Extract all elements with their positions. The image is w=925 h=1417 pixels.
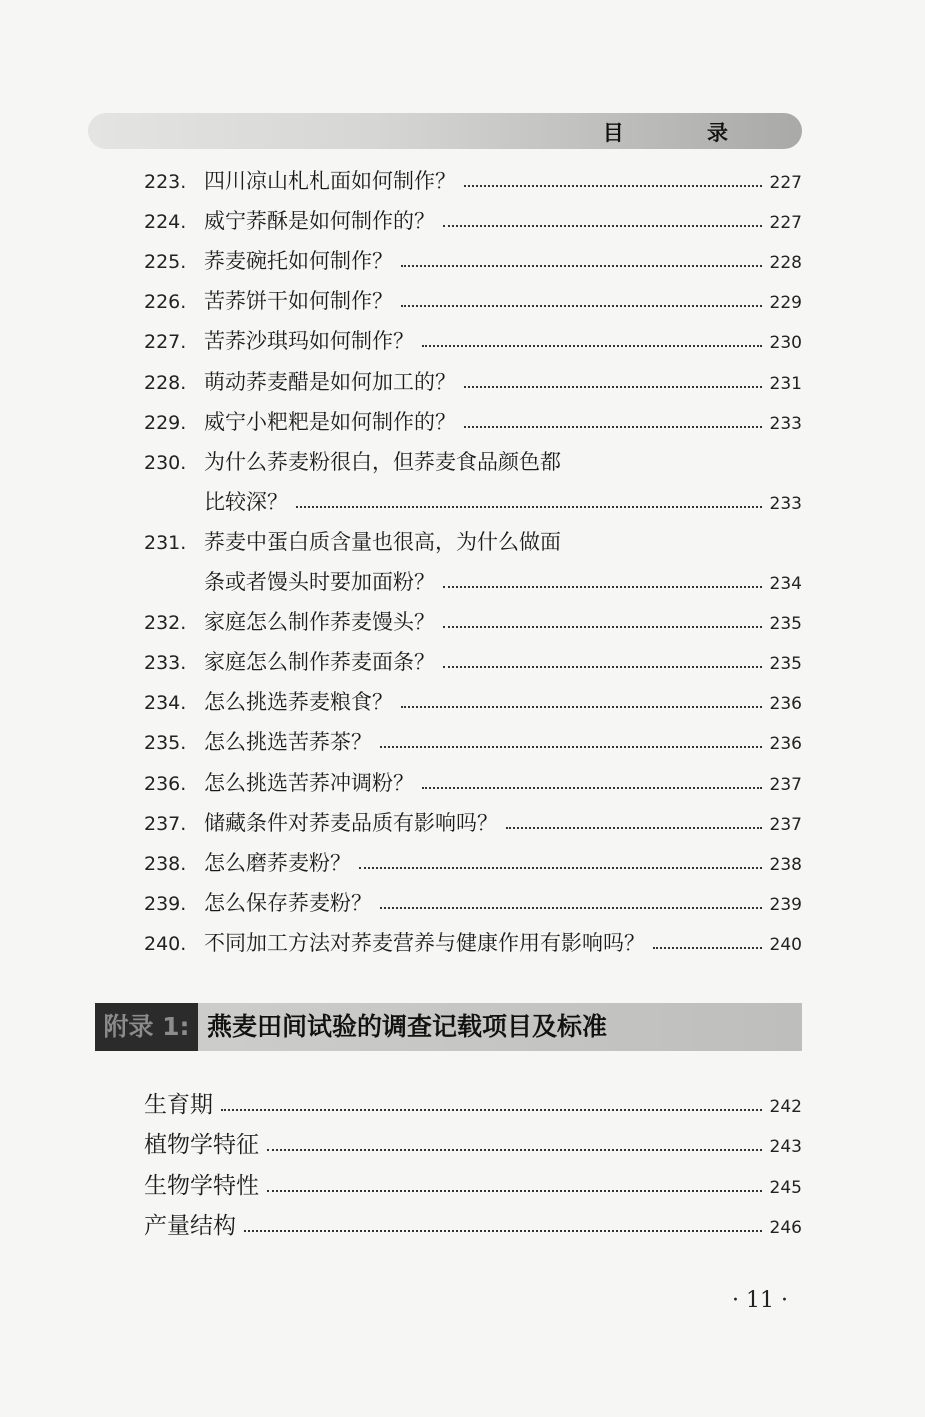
toc-entry xyxy=(144,768,802,798)
header-bar xyxy=(88,113,802,149)
entry-title: 四川凉山札札面如何制作？ xyxy=(204,169,456,193)
entry-number: 237. xyxy=(144,812,187,835)
entry-title: 威宁小粑粑是如何制作的？ xyxy=(204,409,456,434)
dot-leader xyxy=(401,702,762,708)
toc-entry xyxy=(144,407,802,437)
entry-number: 225. xyxy=(144,251,187,274)
toc-entry xyxy=(144,687,802,717)
entry-title: 萌动荞麦醋是如何加工的？ xyxy=(204,369,456,394)
entry-number: 233. xyxy=(144,652,187,675)
entry-number: 224. xyxy=(144,211,187,234)
appendix-heading xyxy=(95,1003,802,1051)
entry-title: 产量结构 xyxy=(144,1212,236,1239)
entry-page: 243 xyxy=(769,1137,802,1158)
entry-title: 生物学特性 xyxy=(144,1172,259,1199)
entry-number: 235. xyxy=(144,732,187,755)
appendix-entry xyxy=(144,1171,802,1201)
entry-page: 233 xyxy=(769,493,802,514)
dot-leader xyxy=(380,742,762,748)
entry-number: 228. xyxy=(144,371,187,394)
entry-title: 荞麦碗托如何制作？ xyxy=(204,249,393,274)
toc-entry xyxy=(144,727,802,757)
toc-entry-continued xyxy=(204,567,802,597)
entry-title: 家庭怎么制作荞麦馒头？ xyxy=(204,610,435,635)
entry-page: 242 xyxy=(769,1097,802,1117)
toc-entry xyxy=(144,447,802,477)
entry-number: 229. xyxy=(144,411,187,434)
dot-leader xyxy=(422,783,762,789)
dot-leader xyxy=(267,1145,762,1151)
entry-page: 233 xyxy=(769,413,802,434)
toc-entry xyxy=(144,367,802,397)
appendix-tag: 附录 1: xyxy=(95,1003,198,1051)
entry-title: 不同加工方法对荞麦营养与健康作用有影响吗？ xyxy=(204,930,645,955)
entry-page: 239 xyxy=(769,894,802,915)
entry-title: 植物学特征 xyxy=(144,1132,259,1159)
dot-leader xyxy=(296,502,762,508)
dot-leader xyxy=(244,1226,762,1232)
entry-title: 怎么挑选荞麦粮食？ xyxy=(204,690,393,715)
entry-page: 238 xyxy=(769,854,802,875)
dot-leader xyxy=(464,181,762,187)
entry-number: 227. xyxy=(144,331,187,354)
dot-leader xyxy=(221,1105,762,1111)
dot-leader xyxy=(422,341,762,347)
entry-page: 246 xyxy=(769,1217,802,1238)
dot-leader xyxy=(401,301,762,307)
toc-entry xyxy=(144,206,802,236)
toc-entry xyxy=(144,928,802,958)
dot-leader xyxy=(359,863,762,869)
entry-title: 为什么荞麦粉很白，但荞麦食品颜色都 xyxy=(204,449,561,474)
entry-page: 229 xyxy=(769,293,802,314)
dot-leader xyxy=(464,422,762,428)
entry-number: 223. xyxy=(144,171,187,193)
entry-page: 236 xyxy=(769,694,802,715)
entry-page: 240 xyxy=(769,934,802,955)
toc-entry xyxy=(144,808,802,838)
entry-title: 储藏条件对荞麦品质有影响吗？ xyxy=(204,810,498,835)
toc-entry xyxy=(144,607,802,637)
entry-page: 230 xyxy=(769,333,802,354)
toc-entry xyxy=(144,647,802,677)
appendix-entry xyxy=(144,1130,802,1160)
dot-leader xyxy=(380,903,762,909)
entry-number: 236. xyxy=(144,772,187,795)
entry-page: 235 xyxy=(769,654,802,675)
dot-leader xyxy=(267,1186,762,1192)
entry-title: 怎么保存荞麦粉？ xyxy=(204,890,372,915)
dot-leader xyxy=(443,582,762,588)
dot-leader xyxy=(506,823,762,829)
entry-page: 237 xyxy=(769,774,802,795)
toc-entry xyxy=(144,848,802,878)
entry-number: 226. xyxy=(144,291,187,314)
entry-title: 怎么挑选苦荞茶？ xyxy=(204,730,372,755)
entry-page: 235 xyxy=(769,614,802,635)
entry-page: 228 xyxy=(769,253,802,274)
entry-page: 245 xyxy=(769,1177,802,1198)
entry-title: 家庭怎么制作荞麦面条？ xyxy=(204,650,435,675)
entry-title: 苦荞沙琪玛如何制作？ xyxy=(204,329,414,354)
entry-page: 227 xyxy=(769,213,802,234)
entry-title: 荞麦中蛋白质含量也很高，为什么做面 xyxy=(204,529,561,554)
entry-title: 生育期 xyxy=(144,1092,213,1118)
appendix-title: 燕麦田间试验的调查记载项目及标准 xyxy=(207,1012,608,1041)
toc-entry xyxy=(144,166,802,196)
entry-title: 怎么磨荞麦粉？ xyxy=(204,850,351,875)
entry-page: 231 xyxy=(769,373,802,394)
dot-leader xyxy=(464,382,762,388)
entry-number: 240. xyxy=(144,932,187,955)
entry-number: 239. xyxy=(144,892,187,915)
header-title: 目 录 xyxy=(602,121,766,145)
toc-entry xyxy=(144,246,802,276)
entry-number: 230. xyxy=(144,451,187,474)
toc-entry xyxy=(144,527,802,557)
entry-title: 条或者馒头时要加面粉？ xyxy=(204,570,435,594)
appendix-entry xyxy=(144,1090,802,1120)
entry-page: 237 xyxy=(769,814,802,835)
toc-entry-continued xyxy=(204,487,802,517)
entry-page: 234 xyxy=(769,574,802,594)
entry-number: 238. xyxy=(144,852,187,875)
entry-number: 231. xyxy=(144,531,187,554)
entry-title: 苦荞饼干如何制作？ xyxy=(204,289,393,314)
entry-number: 232. xyxy=(144,612,187,635)
dot-leader xyxy=(401,261,762,267)
dot-leader xyxy=(443,662,762,668)
page-number: · 11 · xyxy=(732,1288,788,1313)
entry-page: 227 xyxy=(769,173,802,193)
toc-entry xyxy=(144,286,802,316)
entry-title: 威宁荞酥是如何制作的？ xyxy=(204,209,435,234)
toc-entry xyxy=(144,888,802,918)
entry-title: 比较深？ xyxy=(204,489,288,514)
dot-leader xyxy=(653,943,762,949)
dot-leader xyxy=(443,622,762,628)
appendix-entry xyxy=(144,1211,802,1241)
entry-title: 怎么挑选苦荞冲调粉？ xyxy=(204,770,414,795)
entry-number: 234. xyxy=(144,692,187,715)
dot-leader xyxy=(443,221,762,227)
toc-entry xyxy=(144,326,802,356)
entry-page: 236 xyxy=(769,734,802,755)
